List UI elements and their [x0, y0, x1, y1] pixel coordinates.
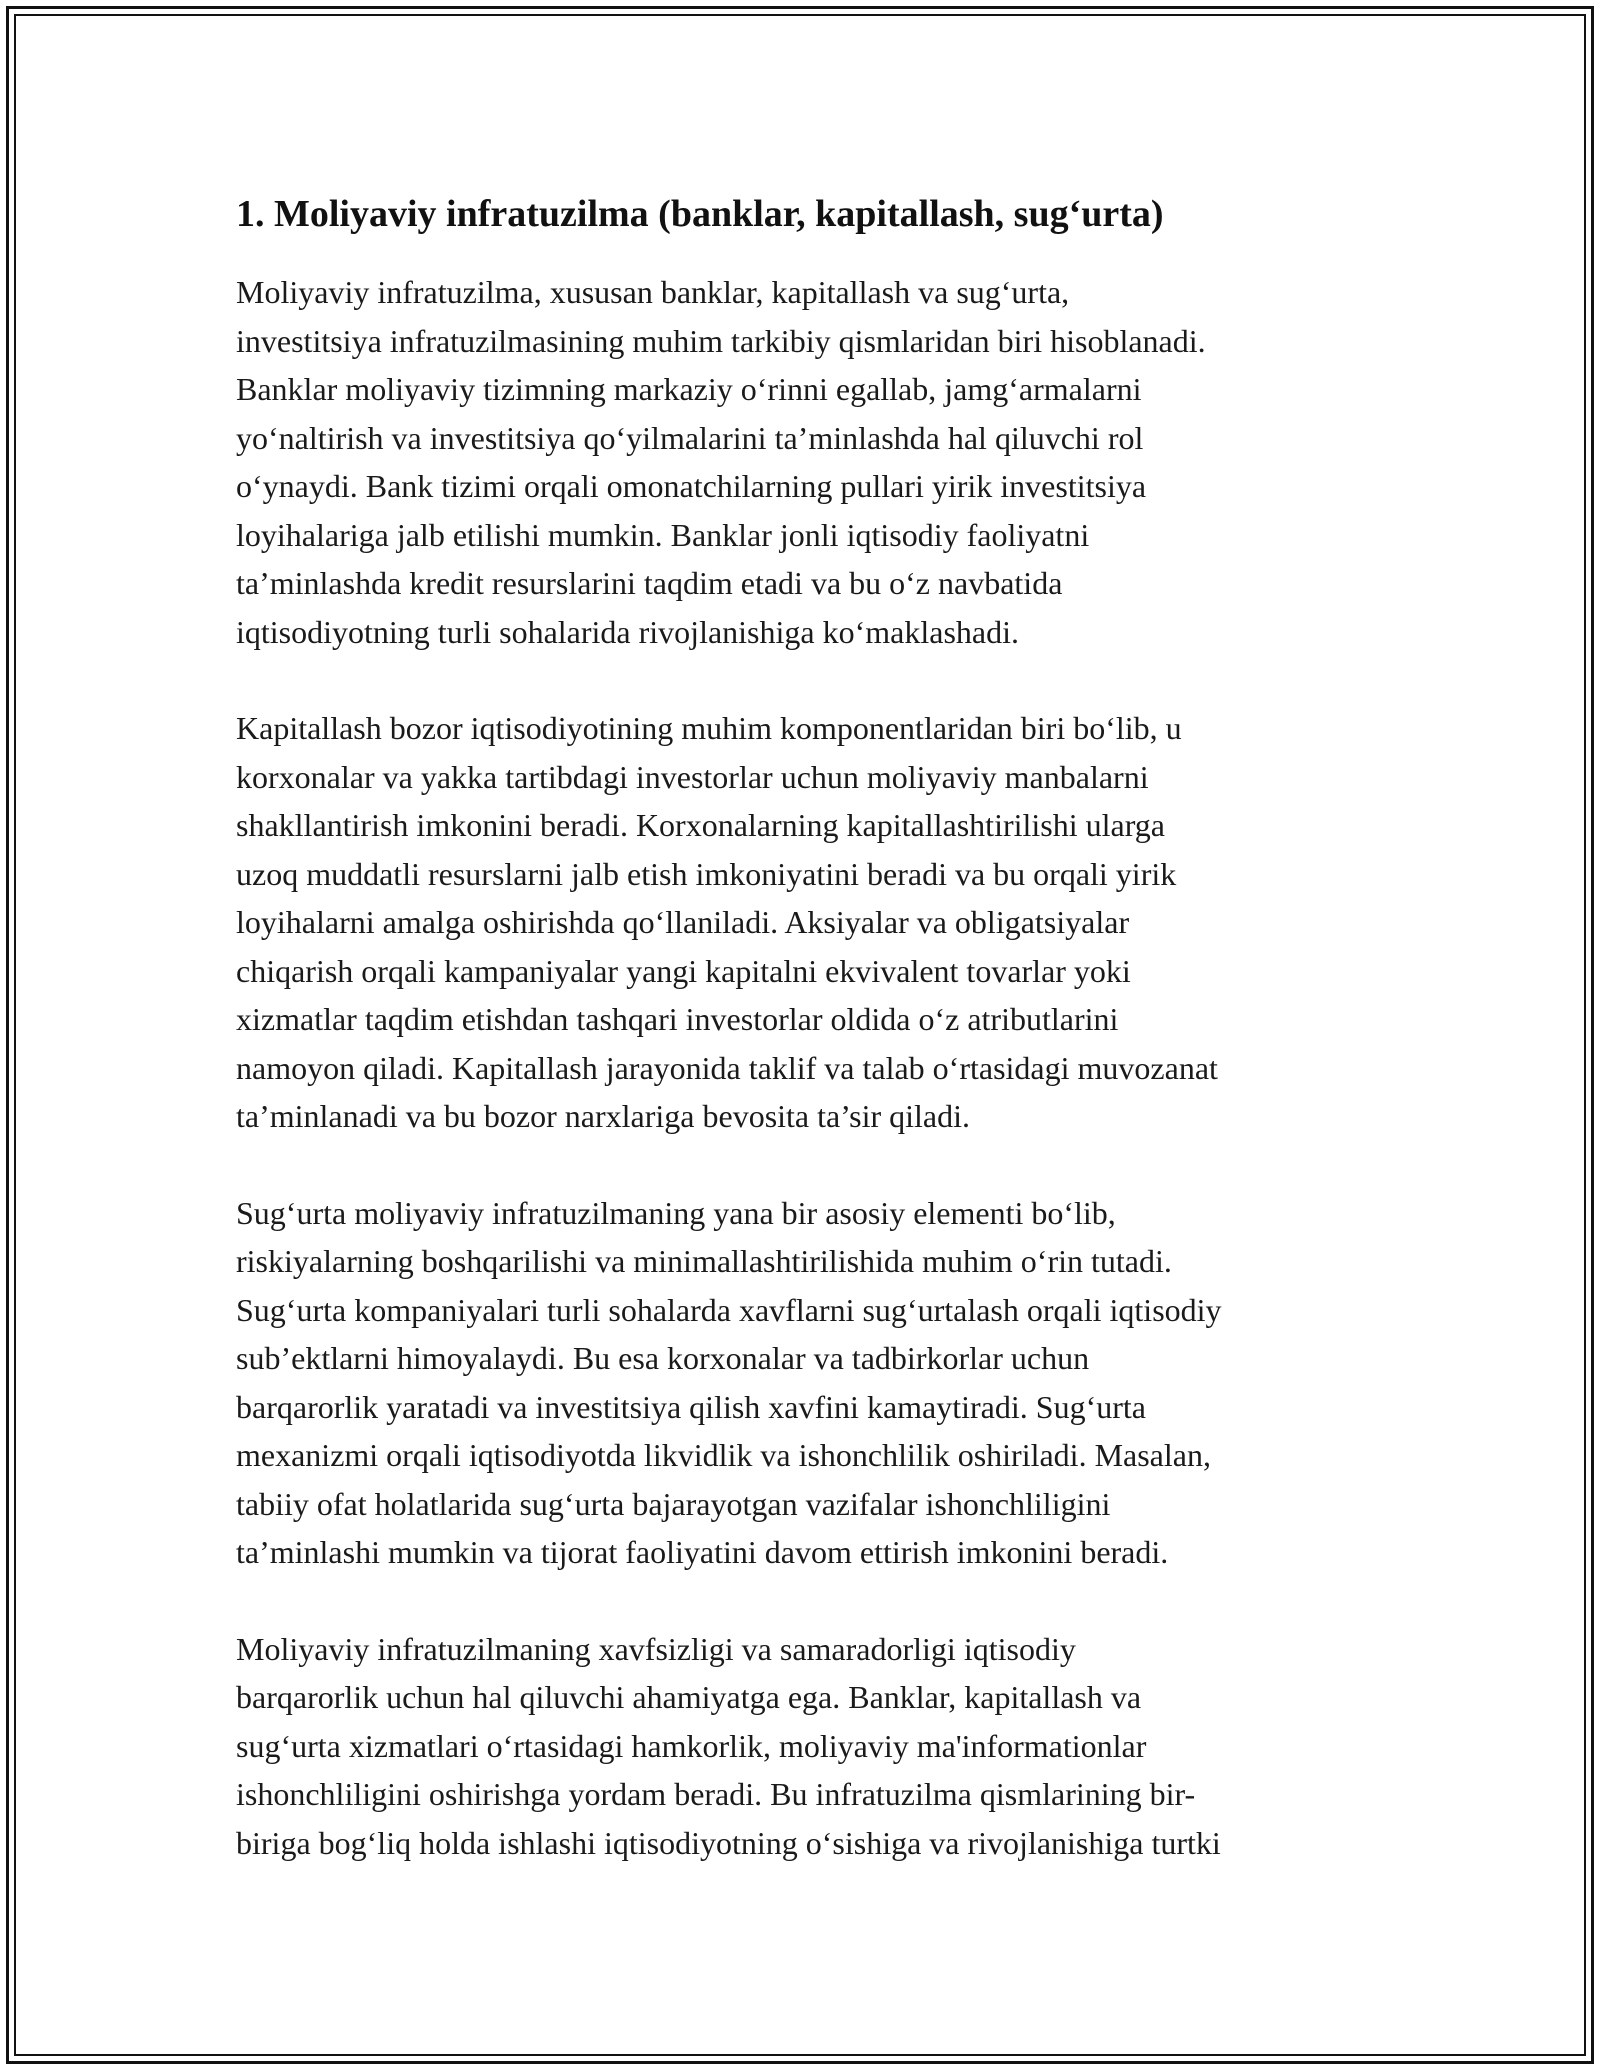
text-line: Sug‘urta moliyaviy infratuzilmaning yana bir asosiy elementi bo‘lib, — [236, 1194, 1116, 1231]
text-line: biriga bog‘liq holda ishlashi iqtisodiyotning o‘sishiga va rivojlanishiga turtki — [236, 1824, 1221, 1861]
text-line: Sug‘urta kompaniyalari turli sohalarda xavflarni sug‘urtalash orqali iqtisodiy — [236, 1291, 1222, 1328]
text-line: ta’minlashi mumkin va tijorat faoliyatini davom ettirish imkonini beradi. — [236, 1534, 1169, 1570]
text-line: investitsiya infratuzilmasining muhim tarkibiy qismlaridan biri hisoblanadi. — [236, 322, 1206, 359]
text-line: mexanizmi orqali iqtisodiyotda likvidlik va ishonchlilik oshiriladi. Masalan, — [236, 1437, 1211, 1473]
text-line: ta’minlanadi va bu bozor narxlariga bevosita ta’sir qiladi. — [236, 1098, 970, 1134]
text-line: Moliyaviy infratuzilma, xususan banklar, kapitallash va sug‘urta, — [236, 274, 1070, 310]
paragraph-security — [236, 1625, 1376, 1868]
document-body — [236, 186, 1376, 1915]
text-line: sub’ektlarni himoyalaydi. Bu esa korxonalar va tadbirkorlar uchun — [236, 1340, 1090, 1376]
section-heading: 1. Moliyaviy infratuzilma (banklar, kapitallash, sug‘urta) — [236, 193, 1164, 235]
text-line: loyihalariga jalb etilishi mumkin. Banklar jonli iqtisodiy faoliyatni — [236, 516, 1090, 553]
text-line: sug‘urta xizmatlari o‘rtasidagi hamkorlik, moliyaviy ma'informationlar — [236, 1727, 1147, 1764]
text-line: ishonchliligini oshirishga yordam beradi. Bu infratuzilma qismlarining bir- — [236, 1776, 1196, 1812]
text-line: Kapitallash bozor iqtisodiyotining muhim komponentlaridan biri bo‘lib, u — [236, 710, 1182, 746]
text-line: o‘ynaydi. Bank tizimi orqali omonatchilarning pullari yirik investitsiya — [236, 468, 1147, 504]
text-line: korxonalar va yakka tartibdagi investorlar uchun moliyaviy manbalarni — [236, 758, 1149, 795]
text-line: barqarorlik uchun hal qiluvchi ahamiyatga ega. Banklar, kapitallash va — [236, 1679, 1142, 1715]
text-line: tabiiy ofat holatlarida sug‘urta bajarayotgan vazifalar ishonchliligini — [236, 1485, 1111, 1522]
text-line: ta’minlashda kredit resurslarini taqdim etadi va bu o‘z navbatida — [236, 565, 1063, 601]
text-line: Moliyaviy infratuzilmaning xavfsizligi va samaradorligi iqtisodiy — [236, 1630, 1076, 1667]
paragraph-capitalization — [236, 704, 1376, 1141]
text-line: shakllantirish imkonini beradi. Korxonalarning kapitallashtirilishi ularga — [236, 807, 1165, 843]
text-line: namoyon qiladi. Kapitallash jarayonida taklif va talab o‘rtasidagi muvozanat — [236, 1049, 1218, 1086]
text-line: yo‘naltirish va investitsiya qo‘yilmalarini ta’minlashda hal qiluvchi rol — [236, 419, 1144, 456]
paragraph-banks — [236, 268, 1376, 656]
text-line: chiqarish orqali kampaniyalar yangi kapitalni ekvivalent tovarlar yoki — [236, 952, 1131, 989]
paragraph-insurance — [236, 1189, 1376, 1577]
text-line: iqtisodiyotning turli sohalarida rivojlanishiga ko‘maklashadi. — [236, 613, 1019, 650]
text-line: xizmatlar taqdim etishdan tashqari investorlar oldida o‘z atributlarini — [236, 1001, 1119, 1037]
text-line: uzoq muddatli resurslarni jalb etish imkoniyatini beradi va bu orqali yirik — [236, 855, 1177, 892]
text-line: riskiyalarning boshqarilishi va minimallashtirilishida muhim o‘rin tutadi. — [236, 1243, 1172, 1279]
text-line: Banklar moliyaviy tizimning markaziy o‘rinni egallab, jamg‘armalarni — [236, 371, 1142, 407]
text-line: barqarorlik yaratadi va investitsiya qilish xavfini kamaytiradi. Sug‘urta — [236, 1388, 1146, 1425]
text-line: loyihalarni amalga oshirishda qo‘llaniladi. Aksiyalar va obligatsiyalar — [236, 904, 1130, 940]
